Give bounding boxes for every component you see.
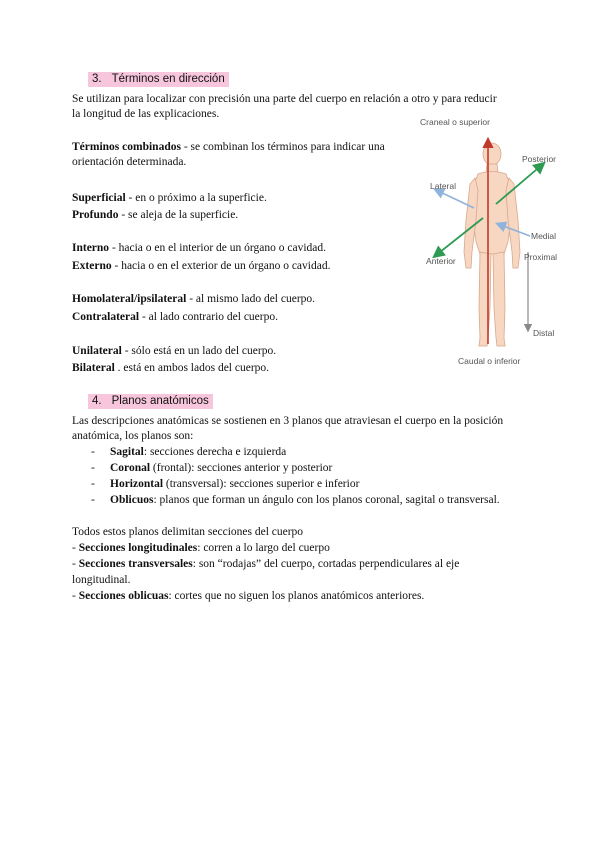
label-anterior: Anterior	[426, 256, 456, 266]
plane-term: Coronal	[110, 462, 151, 474]
secciones-longitudinales-line	[72, 541, 330, 556]
plane-term: Horizontal	[110, 478, 164, 490]
secciones-longitudinales-term: Secciones longitudinales	[78, 542, 198, 554]
list-item-oblicuos	[110, 493, 500, 508]
superficial-term: Superficial	[72, 192, 126, 204]
label-medial: Medial	[531, 231, 557, 241]
unilateral-definition	[72, 344, 276, 359]
anatomical-directions-figure	[412, 112, 572, 370]
contralateral-term: Contralateral	[72, 311, 140, 323]
plane-text: (transversal): secciones superior e inferior	[163, 478, 360, 490]
unilateral-term: Unilateral	[72, 345, 122, 357]
secciones-oblicuas-text: : cortes que no siguen los planos anatómicos anteriores.	[168, 590, 425, 602]
section-4-heading	[88, 394, 213, 409]
profundo-term: Profundo	[72, 209, 119, 221]
plane-text: : secciones derecha e izquierda	[143, 446, 287, 458]
section-3-intro-line-1: Se utilizan para localizar con precisión una parte del cuerpo en relación a otro y para reducir	[72, 93, 497, 105]
section-4-intro-line-1: Las descripciones anatómicas se sostienen en 3 planos que atraviesan el cuerpo en la posición	[72, 415, 504, 427]
combinados-text-line-2: orientación determinada.	[72, 156, 187, 168]
section-3-number: 3.	[92, 73, 102, 85]
interno-term: Interno	[72, 242, 110, 254]
section-4-intro-line-2: anatómica, los planos son:	[72, 430, 194, 442]
section-4-number: 4.	[92, 395, 102, 407]
plane-text: : planos que forman un ángulo con los planos coronal, sagital o transversal.	[153, 494, 500, 506]
externo-term: Externo	[72, 260, 112, 272]
label-posterior: Posterior	[522, 154, 557, 164]
secciones-oblicuas-term: Secciones oblicuas	[78, 590, 169, 602]
superficial-text: - en o próximo a la superficie.	[125, 192, 267, 204]
combinados-text: - se combinan los términos para indicar una	[180, 141, 385, 153]
plane-text: (frontal): secciones anterior y posterior	[150, 462, 333, 474]
externo-text: - hacia o en el exterior de un órgano o cavidad.	[111, 260, 331, 272]
label-distal: Distal	[533, 328, 555, 338]
todos-line: Todos estos planos delimitan secciones del cuerpo	[72, 526, 304, 538]
contralateral-definition	[72, 310, 278, 325]
superficial-definition	[72, 191, 267, 206]
plane-term: Oblicuos	[110, 494, 154, 506]
dash-prefix: -	[72, 558, 79, 570]
profundo-text: - se aleja de la superficie.	[118, 209, 239, 221]
label-lateral: Lateral	[430, 181, 456, 191]
list-bullet: -	[91, 478, 95, 490]
combinados-term: Términos combinados	[72, 141, 181, 153]
bilateral-term: Bilateral	[72, 362, 115, 374]
label-craneal: Craneal o superior	[420, 117, 490, 127]
dash-prefix: -	[72, 542, 79, 554]
secciones-transversales-text: : son “rodajas” del cuerpo, cortadas perpendiculares al eje	[192, 558, 460, 570]
list-bullet: -	[91, 462, 95, 474]
list-item-sagital	[110, 445, 286, 460]
bilateral-definition	[72, 361, 269, 376]
secciones-transversales-line	[72, 557, 459, 572]
homolateral-definition	[72, 292, 315, 307]
homolateral-term: Homolateral/ipsilateral	[72, 293, 187, 305]
profundo-definition	[72, 208, 238, 223]
section-3-title: Términos en dirección	[111, 73, 225, 85]
bilateral-text: . está en ambos lados del cuerpo.	[114, 362, 270, 374]
list-bullet: -	[91, 494, 95, 506]
secciones-oblicuas-line	[72, 589, 424, 604]
interno-definition	[72, 241, 326, 256]
list-bullet: -	[91, 446, 95, 458]
secciones-transversales-line-2: longitudinal.	[72, 574, 131, 586]
combinados-definition	[72, 140, 385, 155]
secciones-transversales-term: Secciones transversales	[78, 558, 193, 570]
section-3-intro-line-2: la longitud de las explicaciones.	[72, 108, 220, 120]
list-item-horizontal	[110, 477, 359, 492]
label-caudal: Caudal o inferior	[458, 356, 521, 366]
homolateral-text: - al mismo lado del cuerpo.	[186, 293, 316, 305]
interno-text: - hacia o en el interior de un órgano o cavidad.	[109, 242, 326, 254]
section-4-title: Planos anatómicos	[111, 395, 209, 407]
label-proximal: Proximal	[524, 252, 558, 262]
plane-term: Sagital	[110, 446, 144, 458]
human-body-silhouette	[464, 143, 520, 346]
unilateral-text: - sólo está en un lado del cuerpo.	[121, 345, 277, 357]
externo-definition	[72, 259, 330, 274]
contralateral-text: - al lado contrario del cuerpo.	[139, 311, 278, 323]
secciones-longitudinales-text: : corren a lo largo del cuerpo	[197, 542, 330, 554]
list-item-coronal	[110, 461, 332, 476]
section-3-heading	[88, 72, 229, 87]
dash-prefix: -	[72, 590, 79, 602]
